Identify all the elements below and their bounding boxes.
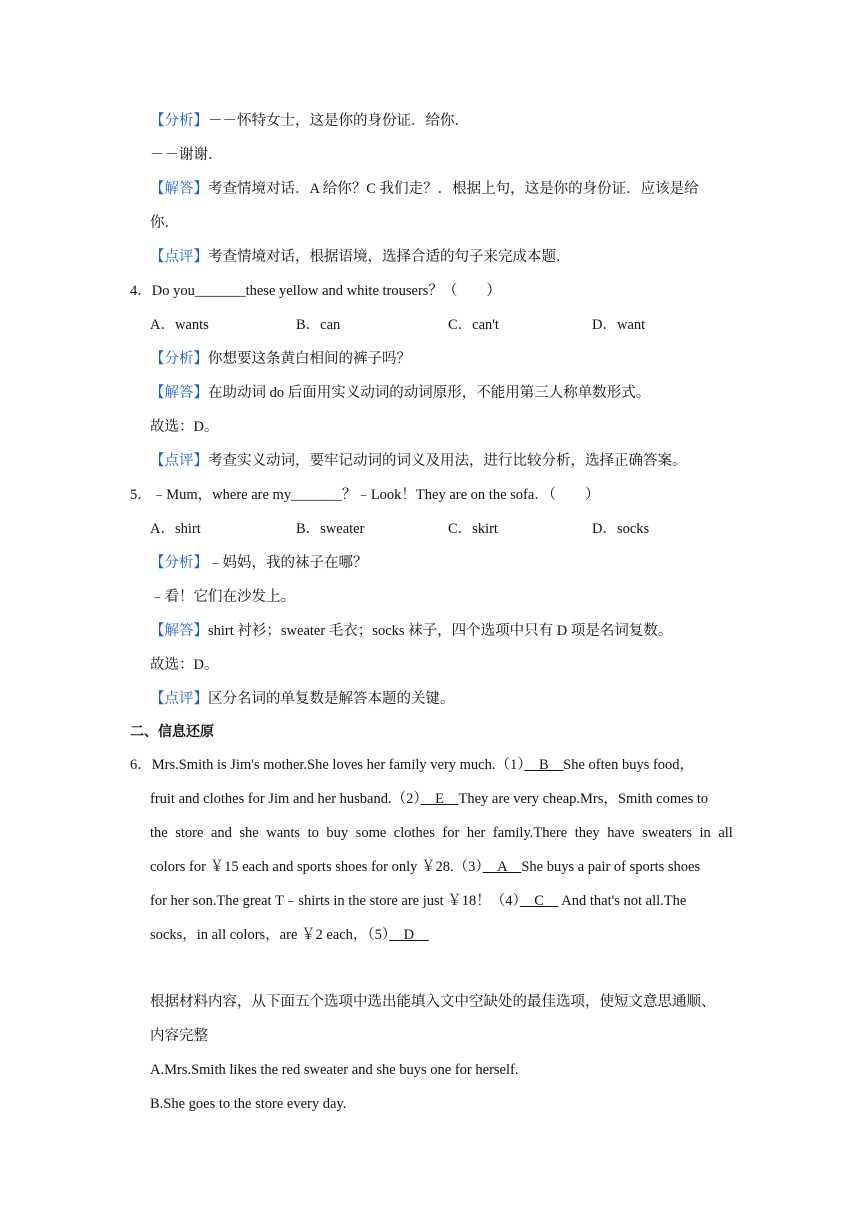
comment-tag: 【点评】 bbox=[150, 691, 208, 707]
q4-option-a[interactable]: A．wants bbox=[150, 317, 209, 333]
q5-answer bbox=[150, 622, 672, 640]
word: some bbox=[355, 825, 387, 841]
q3-answer bbox=[150, 180, 699, 198]
q6-line-3 bbox=[150, 824, 733, 842]
comment-text: 区分名词的单复数是解答本题的关键。 bbox=[208, 691, 455, 707]
analysis-tag: 【分析】 bbox=[150, 351, 208, 367]
q3-comment bbox=[150, 248, 571, 266]
q6-line-6 bbox=[150, 926, 429, 944]
q4-option-c[interactable]: C．can't bbox=[448, 317, 499, 333]
q6-option-a: A.Mrs.Smith likes the red sweater and she buys one for herself. bbox=[150, 1062, 519, 1078]
answer-tag: 【解答】 bbox=[150, 385, 208, 401]
answer-text: shirt 衬衫；sweater 毛衣；socks 袜子，四个选项中只有 D 项是名词复数。 bbox=[208, 623, 673, 639]
q6-instructions-cont: 内容完整 bbox=[150, 1028, 208, 1044]
analysis-text: －－怀特女士，这是你的身份证．给你． bbox=[208, 113, 469, 129]
answer-blank-1: B bbox=[524, 757, 564, 773]
analysis-tag: 【分析】 bbox=[150, 555, 208, 571]
comment-text: 考查实义动词，要牢记动词的词义及用法，进行比较分析，选择正确答案。 bbox=[208, 453, 687, 469]
word: the bbox=[150, 825, 168, 841]
q5-option-b[interactable]: B．sweater bbox=[296, 521, 365, 537]
analysis-text: 你想要这条黄白相间的裤子吗？ bbox=[208, 351, 411, 367]
word: wants bbox=[266, 825, 301, 841]
q6-text: She often buys food， bbox=[563, 757, 695, 773]
word: store bbox=[175, 825, 204, 841]
q5-comment bbox=[150, 690, 455, 708]
word: family.There bbox=[492, 825, 568, 841]
q5-choice: 故选：D。 bbox=[150, 657, 219, 673]
word: and bbox=[210, 825, 232, 841]
answer-blank-3: A bbox=[482, 859, 522, 875]
q6-text: fruit and clothes for Jim and her husband.（2） bbox=[150, 791, 421, 807]
q4-analysis bbox=[150, 350, 411, 368]
word: have bbox=[607, 825, 635, 841]
q5-option-d[interactable]: D．socks bbox=[592, 521, 650, 537]
section-heading: 二、信息还原 bbox=[130, 724, 214, 740]
q3-analysis bbox=[150, 112, 469, 130]
q3-answer-cont: 你． bbox=[150, 215, 179, 231]
comment-text: 考查情境对话，根据语境，选择合适的句子来完成本题． bbox=[208, 249, 571, 265]
word: they bbox=[574, 825, 600, 841]
q6-text: And that's not all.The bbox=[558, 893, 687, 909]
word: she bbox=[239, 825, 259, 841]
q6-text: 6．Mrs.Smith is Jim's mother.She loves her family very much.（1） bbox=[130, 757, 525, 773]
q5-option-c[interactable]: C．skirt bbox=[448, 521, 498, 537]
q4-option-b[interactable]: B．can bbox=[296, 317, 341, 333]
q6-text: They are very cheap.Mrs，Smith comes to bbox=[458, 791, 709, 807]
q6-line-4 bbox=[150, 858, 700, 876]
analysis-text: ﹣妈妈，我的袜子在哪？ bbox=[208, 555, 368, 571]
q6-text: She buys a pair of sports shoes bbox=[521, 859, 701, 875]
comment-tag: 【点评】 bbox=[150, 249, 208, 265]
word: clothes bbox=[393, 825, 435, 841]
answer-text: 在助动词 do 后面用实义动词的动词原形，不能用第三人称单数形式。 bbox=[208, 385, 651, 401]
word: for bbox=[442, 825, 460, 841]
q4-choice: 故选：D。 bbox=[150, 419, 219, 435]
word: in bbox=[699, 825, 711, 841]
q4-answer bbox=[150, 384, 650, 402]
q6-text: for her son.The great T﹣shirts in the store are just ￥18！（4） bbox=[150, 893, 520, 909]
q4-option-d[interactable]: D．want bbox=[592, 317, 646, 333]
q5-option-a[interactable]: A．shirt bbox=[150, 521, 201, 537]
word: buy bbox=[326, 825, 349, 841]
q6-line-2 bbox=[150, 790, 708, 808]
q5-analysis bbox=[150, 554, 368, 572]
q6-line-1 bbox=[130, 756, 694, 774]
q4-stem: 4．Do you_______these yellow and white trousers？（ ） bbox=[130, 283, 501, 299]
q4-comment bbox=[150, 452, 687, 470]
answer-blank-2: E bbox=[420, 791, 459, 807]
q6-option-b: B.She goes to the store every day. bbox=[150, 1096, 347, 1112]
answer-tag: 【解答】 bbox=[150, 623, 208, 639]
q6-instructions: 根据材料内容，从下面五个选项中选出能填入文中空缺处的最佳选项，使短文意思通顺、 bbox=[150, 994, 716, 1010]
answer-blank-5: D bbox=[389, 927, 429, 943]
q6-text: socks，in all colors，are ￥2 each，（5） bbox=[150, 927, 390, 943]
word: her bbox=[466, 825, 486, 841]
word: all bbox=[718, 825, 733, 841]
q3-analysis-cont: －－谢谢． bbox=[150, 147, 223, 163]
q5-stem: 5．﹣Mum，where are my_______？﹣Look！They are on the sofa．（ ） bbox=[130, 487, 600, 503]
word: to bbox=[307, 825, 319, 841]
answer-blank-4: C bbox=[519, 893, 559, 909]
analysis-tag: 【分析】 bbox=[150, 113, 208, 129]
word: sweaters bbox=[642, 825, 693, 841]
answer-text: 考查情境对话．A 给你？C 我们走？．根据上句，这是你的身份证．应该是给 bbox=[208, 181, 699, 197]
q6-text: colors for ￥15 each and sports shoes for only ￥28.（3） bbox=[150, 859, 483, 875]
q5-analysis-cont: ﹣看！它们在沙发上。 bbox=[150, 589, 295, 605]
answer-tag: 【解答】 bbox=[150, 181, 208, 197]
q6-line-5 bbox=[150, 892, 686, 910]
comment-tag: 【点评】 bbox=[150, 453, 208, 469]
